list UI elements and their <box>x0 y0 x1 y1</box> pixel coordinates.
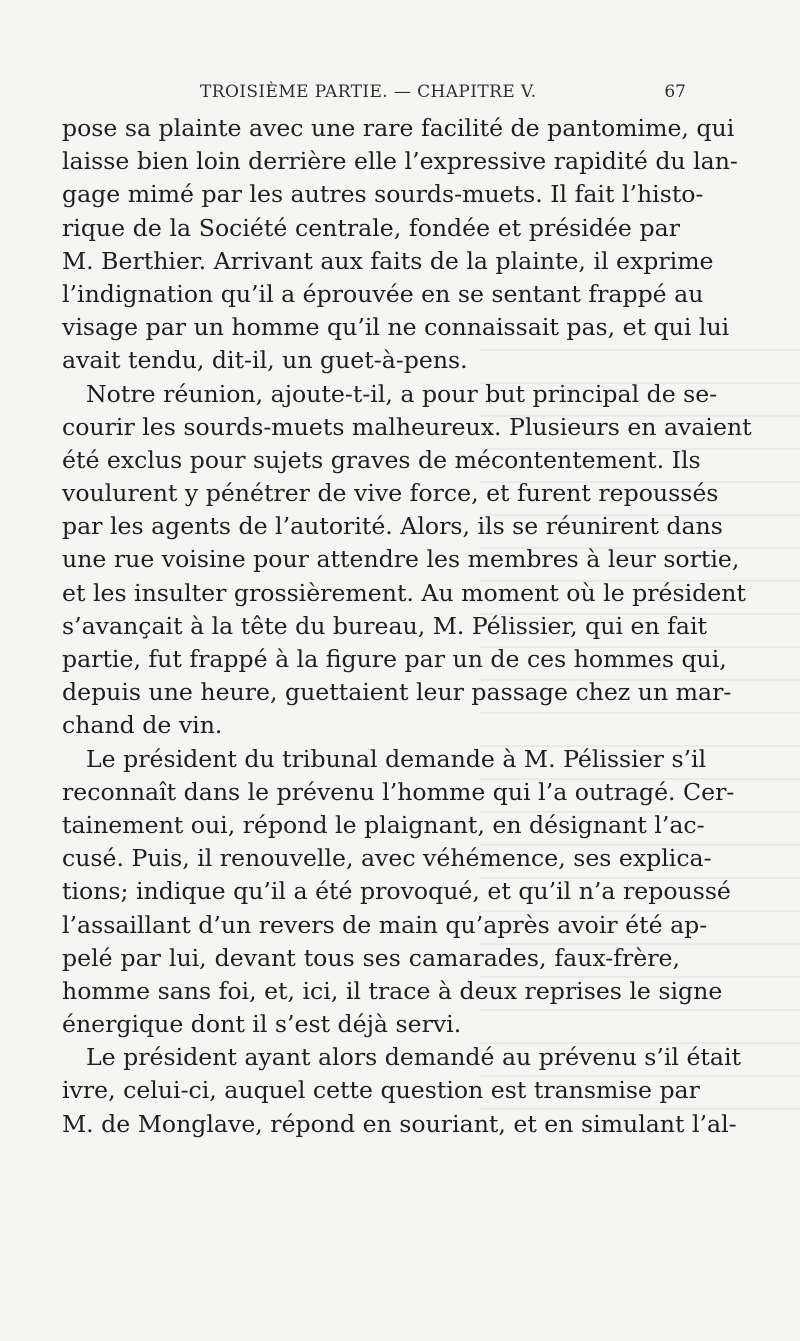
text-line: une rue voisine pour attendre les membres à leur sortie, <box>62 545 740 574</box>
paragraph-2 <box>62 378 752 743</box>
text-line: tainement oui, répond le plaignant, en désignant l’ac- <box>62 810 705 839</box>
text-line: chand de vin. <box>62 711 223 740</box>
page-number: 67 <box>664 82 686 102</box>
text-line: depuis une heure, guettaient leur passage chez un mar- <box>62 678 732 707</box>
page-header <box>60 82 686 108</box>
text-line: énergique dont il s’est déjà servi. <box>62 1010 462 1039</box>
paragraph-4 <box>62 1041 742 1141</box>
text-line: s’avançait à la tête du bureau, M. Pélissier, qui en fait <box>62 611 708 640</box>
text-line: Le président ayant alors demandé au prévenu s’il était <box>86 1043 742 1072</box>
paragraph-3 <box>62 743 735 1042</box>
text-line: reconnaît dans le prévenu l’homme qui l’a outragé. Cer- <box>62 777 735 806</box>
text-line: partie, fut frappé à la figure par un de ces hommes qui, <box>62 645 727 673</box>
text-line: Notre réunion, ajoute-t-il, a pour but principal de se- <box>86 379 718 408</box>
text-line: et les insulter grossièrement. Au moment où le président <box>62 578 746 607</box>
text-line: voulurent y pénétrer de vive force, et furent repoussés <box>62 479 719 508</box>
text-line: ivre, celui-ci, auquel cette question est transmise par <box>62 1076 700 1105</box>
text-line: courir les sourds-muets malheureux. Plusieurs en avaient <box>62 412 752 441</box>
running-title: TROISIÈME PARTIE. — CHAPITRE V. <box>200 82 537 102</box>
text-line: l’indignation qu’il a éprouvée en se sentant frappé au <box>62 279 704 308</box>
text-line: rique de la Société centrale, fondée et présidée par <box>62 213 680 242</box>
text-line: laisse bien loin derrière elle l’expressive rapidité du lan- <box>62 147 738 176</box>
body-text <box>62 112 752 1141</box>
text-line: cusé. Puis, il renouvelle, avec véhémence, ses explica- <box>62 844 712 873</box>
text-line: Le président du tribunal demande à M. Pélissier s’il <box>86 744 707 773</box>
text-line: pose sa plainte avec une rare facilité de pantomime, qui <box>62 114 735 142</box>
text-line: tions; indique qu’il a été provoqué, et qu’il n’a repoussé <box>62 877 731 906</box>
text-line: M. de Monglave, répond en souriant, et en simulant l’al- <box>62 1109 737 1138</box>
text-line: été exclus pour sujets graves de mécontentement. Ils <box>62 445 701 474</box>
text-line: gage mimé par les autres sourds-muets. Il fait l’histo- <box>62 180 704 209</box>
text-line: M. Berthier. Arrivant aux faits de la plainte, il exprime <box>62 246 714 275</box>
text-line: pelé par lui, devant tous ses camarades, faux-frère, <box>62 943 680 972</box>
paragraph-1 <box>62 112 738 378</box>
text-line: visage par un homme qu’il ne connaissait pas, et qui lui <box>62 313 730 342</box>
text-line: avait tendu, dit-il, un guet-à-pens. <box>62 346 468 375</box>
text-line: par les agents de l’autorité. Alors, ils se réunirent dans <box>62 512 723 541</box>
text-line: l’assaillant d’un revers de main qu’après avoir été ap- <box>62 910 708 939</box>
text-line: homme sans foi, et, ici, il trace à deux reprises le signe <box>62 976 723 1005</box>
